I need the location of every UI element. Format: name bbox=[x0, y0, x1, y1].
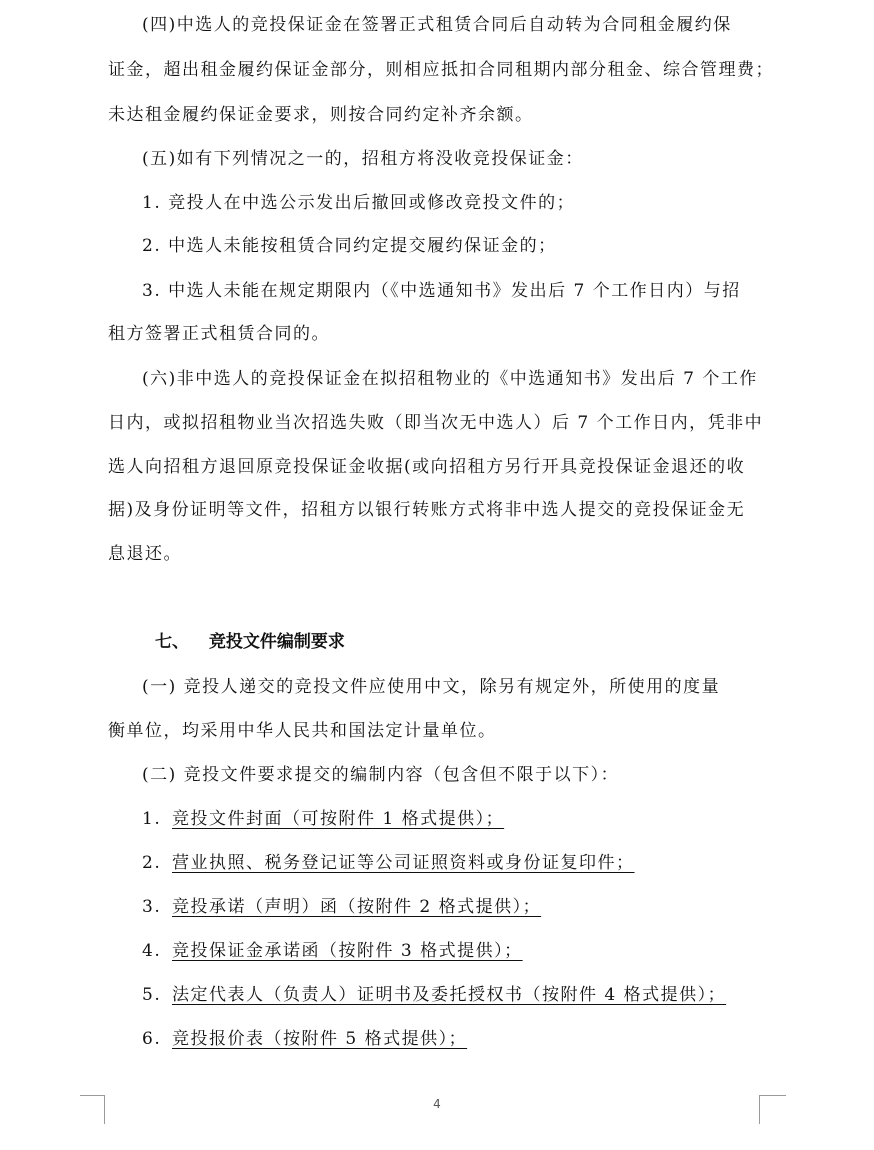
body-line: 1. 竞投人在中选公示发出后撤回或修改竞投文件的； bbox=[142, 193, 576, 213]
item-text: 法定代表人（负责人）证明书及委托授权书（按附件 4 格式提供）； bbox=[172, 985, 727, 1005]
required-item bbox=[142, 1028, 467, 1050]
section-heading bbox=[155, 631, 345, 653]
body-line: 证金，超出租金履约保证金部分，则相应抵扣合同租期内部分租金、综合管理费； bbox=[108, 60, 774, 80]
required-item bbox=[142, 808, 504, 830]
required-item bbox=[142, 940, 523, 962]
item-number: 6. bbox=[142, 1029, 162, 1049]
section-line: (二) 竞投文件要求提交的编制内容（包含但不限于以下）： bbox=[142, 765, 620, 785]
body-line: 日内，或拟招租物业当次招选失败（即当次无中选人）后 7 个工作日内，凭非中 bbox=[108, 413, 764, 433]
required-item bbox=[142, 896, 541, 918]
body-line: 未达租金履约保证金要求，则按合同约定补齐余额。 bbox=[108, 105, 534, 125]
body-line: 3. 中选人未能在规定期限内（《中选通知书》发出后 7 个工作日内）与招 bbox=[142, 281, 741, 301]
body-line: 2. 中选人未能按租赁合同约定提交履约保证金的； bbox=[142, 236, 557, 256]
item-text: 竞投文件封面（可按附件 1 格式提供）； bbox=[172, 809, 505, 829]
item-text: 竞投承诺（声明）函（按附件 2 格式提供）； bbox=[172, 897, 542, 917]
item-text: 竞投保证金承诺函（按附件 3 格式提供）； bbox=[172, 941, 523, 961]
item-text: 竞投报价表（按附件 5 格式提供）； bbox=[172, 1029, 468, 1049]
item-number: 1. bbox=[142, 809, 162, 829]
page-number: 4 bbox=[433, 1097, 441, 1111]
item-number: 5. bbox=[142, 985, 162, 1005]
item-number: 4. bbox=[142, 941, 162, 961]
body-line: 选人向招租方退回原竞投保证金收据(或向招租方另行开具竞投保证金退还的收 bbox=[108, 457, 746, 477]
body-line: (五)如有下列情况之一的，招租方将没收竞投保证金： bbox=[142, 149, 584, 169]
body-line: 据)及身份证明等文件，招租方以银行转账方式将非中选人提交的竞投保证金无 bbox=[108, 500, 746, 520]
item-text: 营业执照、税务登记证等公司证照资料或身份证复印件； bbox=[172, 853, 635, 873]
item-number: 3. bbox=[142, 897, 162, 917]
section-heading-title: 竞投文件编制要求 bbox=[208, 632, 345, 652]
required-item bbox=[142, 852, 635, 874]
required-item bbox=[142, 984, 726, 1006]
section-heading-number: 七、 bbox=[155, 632, 189, 652]
body-line: 租方签署正式租赁合同的。 bbox=[108, 324, 330, 344]
body-line: 息退还。 bbox=[108, 544, 182, 564]
body-line: (四)中选人的竞投保证金在签署正式租赁合同后自动转为合同租金履约保 bbox=[142, 15, 732, 35]
body-line: (六)非中选人的竞投保证金在拟招租物业的《中选通知书》发出后 7 个工作 bbox=[142, 369, 758, 389]
section-line: 衡单位，均采用中华人民共和国法定计量单位。 bbox=[108, 721, 497, 741]
item-number: 2. bbox=[142, 853, 162, 873]
section-line: (一) 竞投人递交的竞投文件应使用中文，除另有规定外，所使用的度量 bbox=[142, 677, 721, 697]
